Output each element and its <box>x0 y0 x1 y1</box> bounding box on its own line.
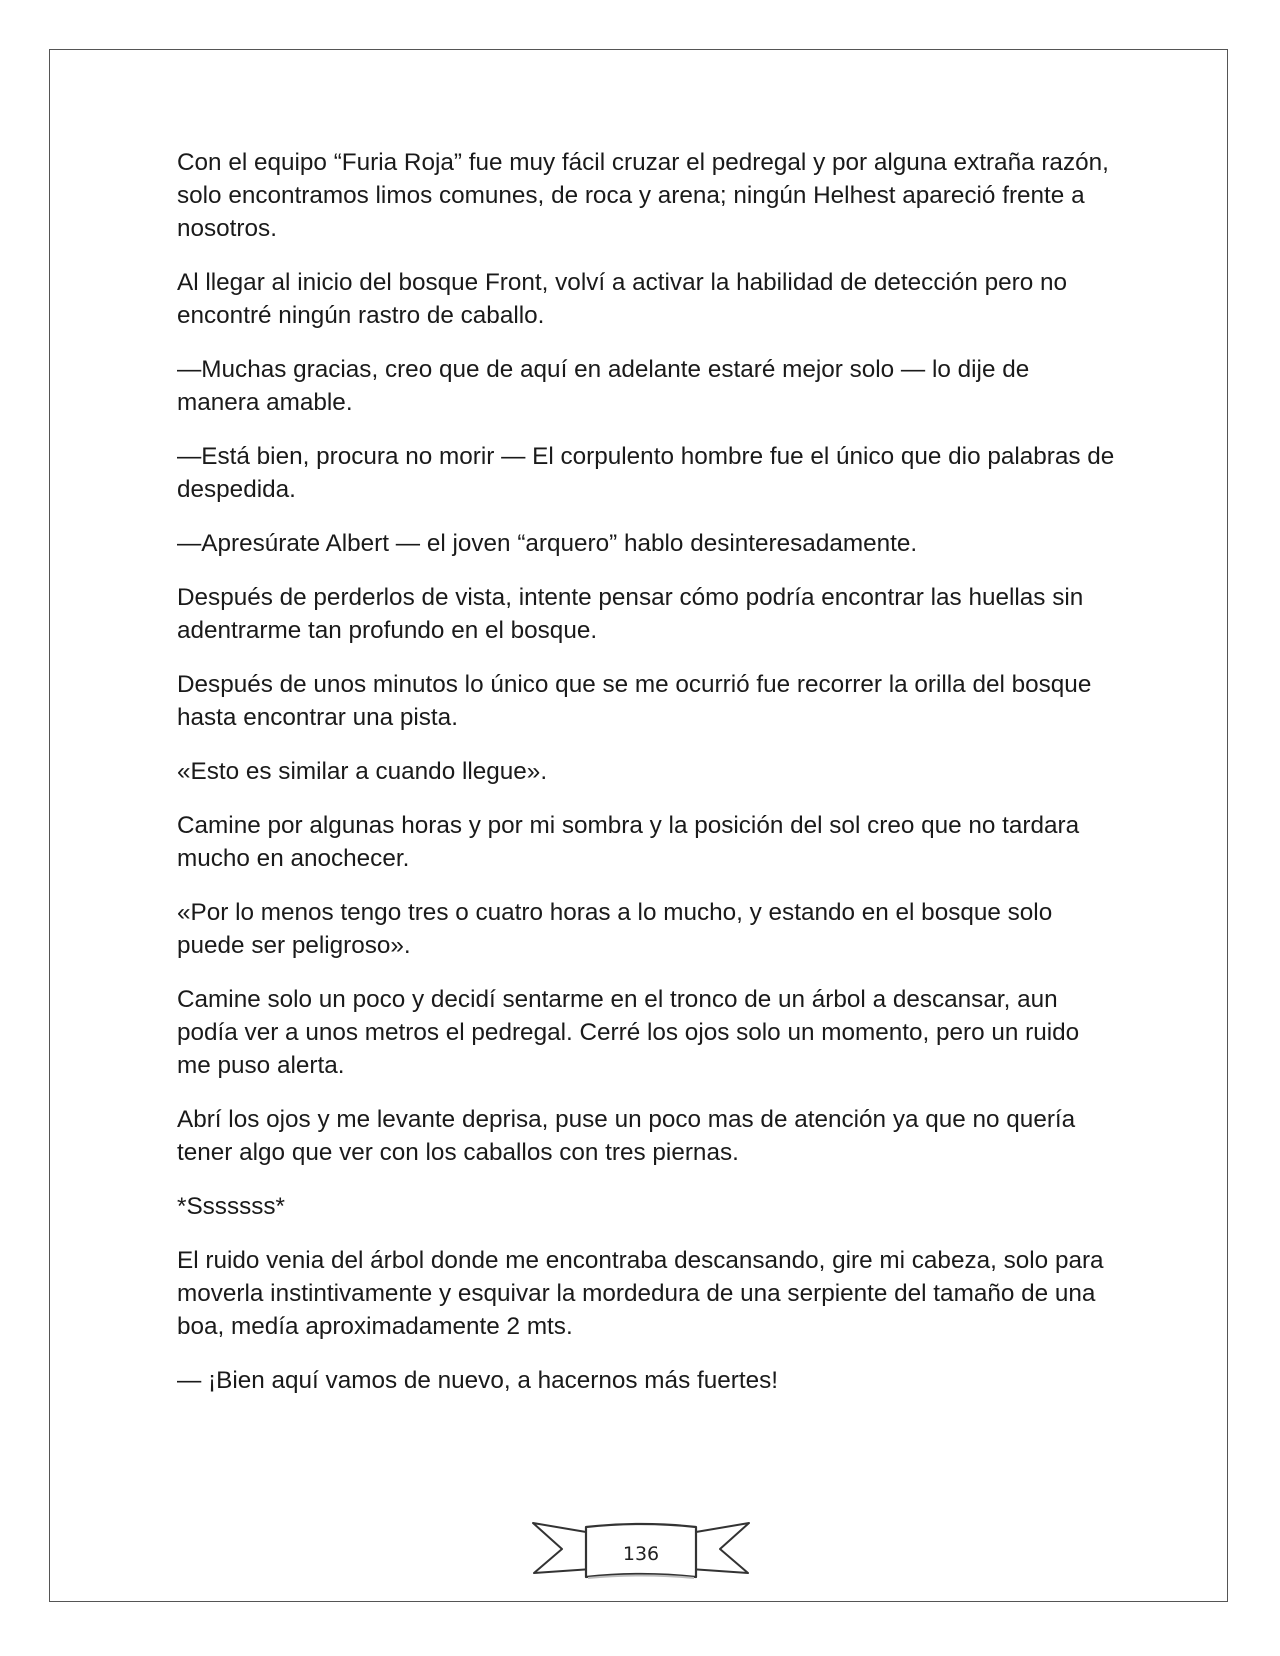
paragraph: Después de unos minutos lo único que se me ocurrió fue recorrer la orilla del bosque hasta encontrar una pista. <box>177 671 1092 731</box>
paragraph: —Apresúrate Albert — el joven “arquero” hablo desinteresadamente. <box>177 530 918 557</box>
paragraph: — ¡Bien aquí vamos de nuevo, a hacernos más fuertes! <box>177 1367 778 1394</box>
body-text <box>177 146 1117 1418</box>
paragraph: Después de perderlos de vista, intente pensar cómo podría encontrar las huellas sin adentrarme tan profundo en el bosque. <box>177 584 1084 644</box>
paragraph: El ruido venia del árbol donde me encontraba descansando, gire mi cabeza, solo para moverla instintivamente y esquivar la mordedura de una serpiente del tamaño de una boa, medía aproximadamente 2 mts. <box>177 1247 1104 1340</box>
paragraph: «Por lo menos tengo tres o cuatro horas a lo mucho, y estando en el bosque solo puede ser peligroso». <box>177 899 1053 959</box>
paragraph: Al llegar al inicio del bosque Front, volví a activar la habilidad de detección pero no encontré ningún rastro de caballo. <box>177 269 1068 329</box>
paragraph: Abrí los ojos y me levante deprisa, puse un poco mas de atención ya que no quería tener algo que ver con los caballos con tres piernas. <box>177 1106 1076 1166</box>
paragraph: Con el equipo “Furia Roja” fue muy fácil cruzar el pedregal y por alguna extraña razón, solo encontramos limos comunes, de roca y arena; ningún Helhest apareció frente a nosotros. <box>177 149 1109 242</box>
page-number: 136 <box>622 1543 660 1565</box>
paragraph: Camine solo un poco y decidí sentarme en el tronco de un árbol a descansar, aun podía ver a unos metros el pedregal. Cerré los ojos solo un momento, pero un ruido me puso alerta. <box>177 986 1080 1079</box>
paragraph: *Sssssss* <box>177 1193 286 1220</box>
paragraph: Camine por algunas horas y por mi sombra y la posición del sol creo que no tardara mucho en anochecer. <box>177 812 1080 872</box>
paragraph: —Muchas gracias, creo que de aquí en adelante estaré mejor solo — lo dije de manera amable. <box>177 356 1030 416</box>
paragraph: —Está bien, procura no morir — El corpulento hombre fue el único que dio palabras de despedida. <box>177 443 1115 503</box>
paragraph: «Esto es similar a cuando llegue». <box>177 758 548 785</box>
